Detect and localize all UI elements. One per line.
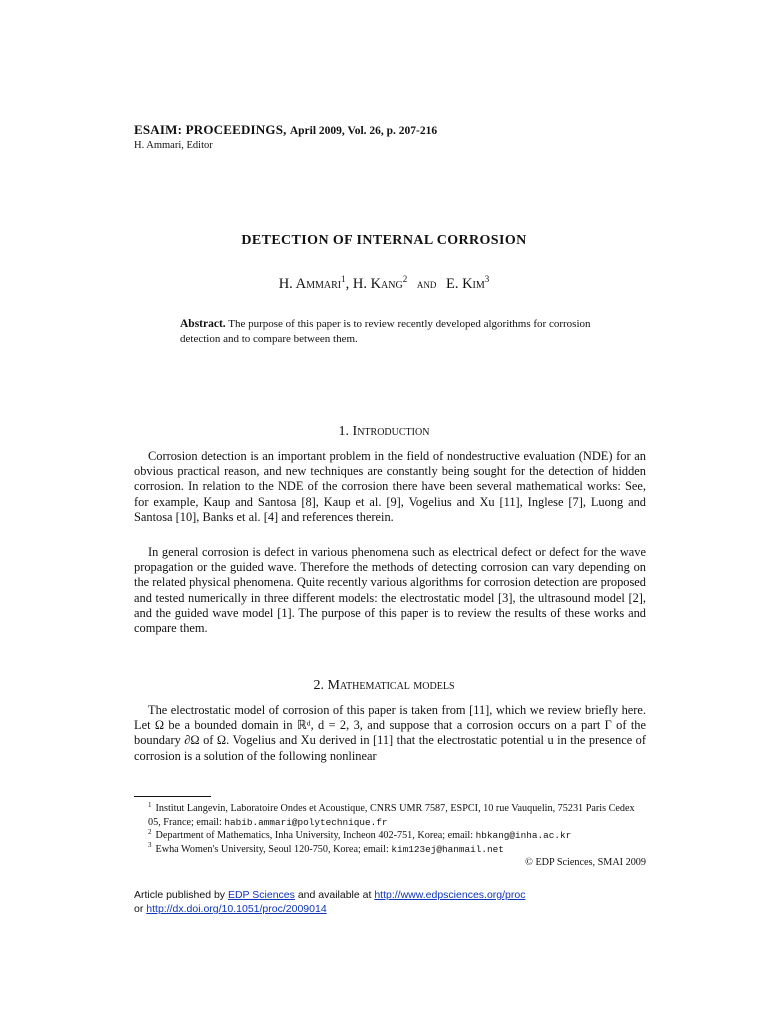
footnote-text: Ewha Women's University, Seoul 120-750, Korea; email: — [155, 843, 392, 855]
footnote — [134, 829, 646, 843]
author-list — [0, 276, 768, 293]
affiliation-mark: 2 — [402, 274, 408, 285]
affiliation-mark: 1 — [341, 274, 346, 285]
footnote — [134, 802, 646, 829]
pubnote-middle: and available at — [294, 889, 375, 901]
paragraph: The electrostatic model of corrosion of this paper is taken from [11], which we review briefly here. Let Ω be a bounded domain in ℝᵈ, d = 2, 3, and suppose that a corrosion occurs on a part Γ of the boundary ∂Ω of Ω. Vogelius and Xu derived in [11] that the electrostatic potential u in the presence of corrosion is a solution of the following nonlinear — [134, 703, 646, 763]
abstract — [180, 317, 600, 347]
abstract-text: The purpose of this paper is to review recently developed algorithms for corrosion detection and to compare between them. — [180, 318, 591, 345]
journal-name: ESAIM: PROCEEDINGS, — [134, 122, 287, 137]
proceedings-url-link[interactable]: http://www.edpsciences.org/proc — [374, 889, 526, 901]
abstract-label: Abstract. — [180, 318, 226, 330]
copyright-notice: © EDP Sciences, SMAI 2009 — [525, 857, 646, 869]
footnote-text: Department of Mathematics, Inha University, Incheon 402-751, Korea; email: — [155, 830, 476, 842]
pubnote-or: or — [134, 903, 147, 915]
journal-header — [134, 122, 437, 138]
author-name: H. Ammari — [278, 276, 342, 292]
journal-details: April 2009, Vol. 26, p. 207-216 — [289, 125, 438, 137]
footnote-text: Institut Langevin, Laboratoire Ondes et Acoustique, CNRS UMR 7587, ESPCI, 10 rue Vauquelin, 75231 Paris Cedex 05, France; email: — [148, 803, 635, 828]
footnote-number: 1 — [148, 800, 152, 809]
paragraph: In general corrosion is defect in various phenomena such as electrical defect or defect for the wave propagation or the guided wave. Therefore the methods of detecting corrosion can vary depending on the related physical phenomena. Quite recently various algorithms for corrosion detection are proposed and tested numerically in three different models: the electrostatic model [3], the ultrasound model [2], and the guided wave model [1]. The purpose of this paper is to review the results of these works and compare them. — [134, 545, 646, 636]
paper-title: DETECTION OF INTERNAL CORROSION — [241, 233, 527, 248]
footnote-number: 3 — [148, 841, 152, 850]
footnote-number: 2 — [148, 827, 152, 836]
publication-note — [134, 888, 525, 916]
footnote-email: habib.ammari@polytechnique.fr — [224, 816, 388, 828]
section-heading-text: 1. Introduction — [338, 424, 430, 439]
section-heading-text: 2. Mathematical models — [313, 678, 455, 693]
affiliation-mark: 3 — [484, 274, 490, 285]
footnotes — [134, 802, 646, 870]
footnote-rule — [134, 796, 211, 797]
author-conjunction: and — [416, 276, 437, 291]
section-heading-models — [0, 678, 768, 694]
footnote — [134, 843, 646, 857]
doi-link[interactable]: http://dx.doi.org/10.1051/proc/2009014 — [146, 903, 327, 915]
footnote-email: hbkang@inha.ac.kr — [475, 830, 572, 842]
author-name: H. Kang — [352, 276, 403, 292]
author-name: E. Kim — [445, 276, 485, 292]
publisher-link[interactable]: EDP Sciences — [227, 889, 295, 901]
footnote-email: kim123ej@hanmail.net — [391, 843, 504, 855]
editor-line: H. Ammari, Editor — [134, 140, 213, 151]
section-heading-introduction — [0, 424, 768, 440]
paragraph: Corrosion detection is an important problem in the field of nondestructive evaluation (NDE) for an obvious practical reason, and new techniques are constantly being sought for the detection of hidden corrosion. In relation to the NDE of the corrosion there have been several mathematical works: See, for example, Kaup and Santosa [8], Kaup et al. [9], Vogelius and Xu [11], Inglese [7], Luong and Santosa [10], Banks et al. [4] and references therein. — [134, 449, 646, 524]
author-separator: , — [345, 276, 350, 292]
pubnote-prefix: Article published by — [134, 889, 228, 901]
